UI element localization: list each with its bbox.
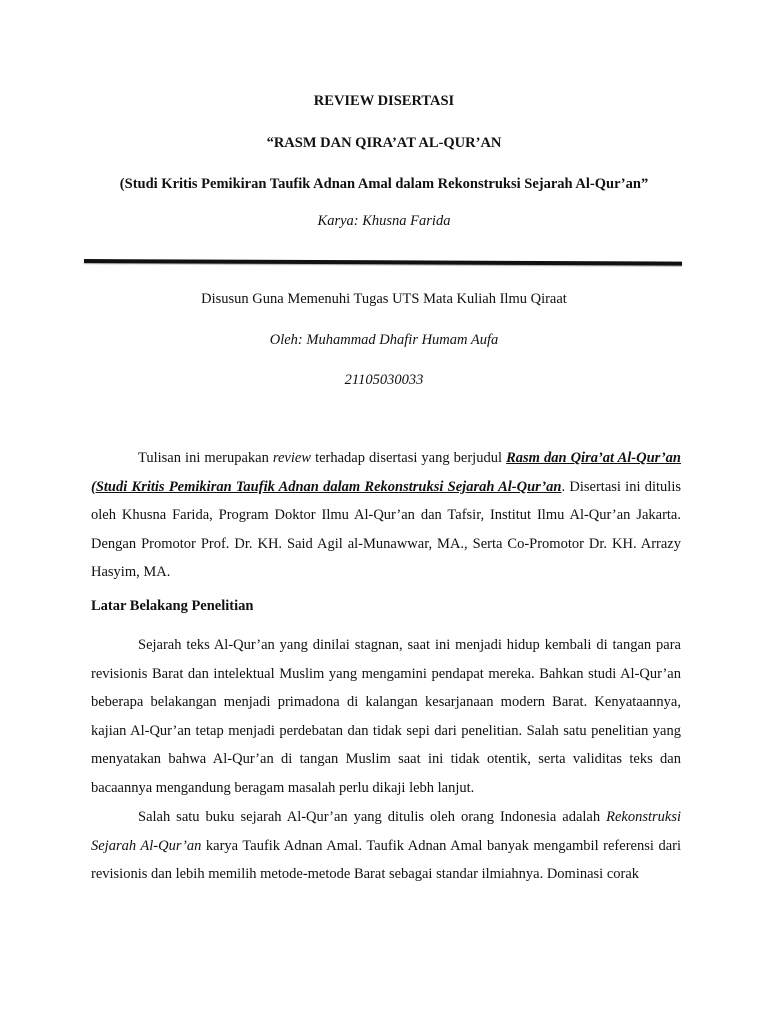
intro-text-c: . Disertasi ini ditulis oleh Khusna Farida, Program Doktor Ilmu Al-Qur’an dan Tafsir, Institut Ilmu Al-Qur’an Jakarta. Dengan Promotor Prof. Dr. KH. Said Agil al-Munawwar, MA., Serta Co-Promotor Dr. KH. Arrazy Hasyim, MA. bbox=[91, 478, 681, 581]
background-paragraph-1: Sejarah teks Al-Qur’an yang dinilai stagnan, saat ini menjadi hidup kembali di tangan para revisionis Barat dan intelektual Muslim yang mengamini pendapat mereka. Bahkan studi Al-Qur’an beberapa belakangan menjadi primadona di kalangan kesarjanaan modern Barat. Kenyataannya, kajian Al-Qur’an tetap menjadi perdebatan dan tidak sepi dari penelitian. Salah satu penelitian yang menyatakan bahwa Al-Qur’an di tangan Muslim saat ini tidak otentik, serta validitas teks dan bacaannya mengandung beragam masalah perlu dikaji lebh lanjut. bbox=[91, 637, 681, 796]
section-heading-background: Latar Belakang Penelitian bbox=[91, 598, 254, 614]
intro-review-word: review bbox=[272, 450, 312, 466]
intro-dissertation-title: Rasm dan Qira’at Al-Qur’an (Studi Kritis Pemikiran Taufik Adnan dalam Rekonstruksi Sejarah Al-Qur’an bbox=[91, 450, 681, 495]
bg2-text-b: karya Taufik Adnan Amal. Taufik Adnan Amal banyak mengambil referensi dari revisionis dan lebih memilih metode-metode Barat sebagai standar ilmiahnya. Dominasi corak bbox=[91, 837, 681, 883]
dissertation-author: Karya: Khusna Farida bbox=[317, 213, 451, 229]
background-paragraph-2 bbox=[91, 803, 681, 889]
intro-paragraph bbox=[91, 444, 681, 587]
student-id: 21105030033 bbox=[344, 372, 424, 388]
document-subtitle: “RASM DAN QIRA’AT AL-QUR’AN bbox=[266, 135, 502, 151]
bg2-text-a: Salah satu buku sejarah Al-Qur’an yang ditulis oleh orang Indonesia adalah bbox=[138, 809, 607, 825]
header-divider bbox=[84, 259, 682, 266]
document-title: REVIEW DISERTASI bbox=[313, 93, 455, 109]
reviewer-name: Oleh: Muhammad Dhafir Humam Aufa bbox=[269, 332, 499, 348]
assignment-purpose: Disusun Guna Memenuhi Tugas UTS Mata Kuliah Ilmu Qiraat bbox=[201, 291, 567, 307]
intro-text-b: terhadap disertasi yang berjudul bbox=[311, 450, 507, 466]
bg2-book-title: Rekonstruksi Sejarah Al-Qur’an bbox=[91, 809, 681, 854]
intro-text-a: Tulisan ini merupakan bbox=[138, 450, 273, 466]
document-subtitle-study: (Studi Kritis Pemikiran Taufik Adnan Amal dalam Rekonstruksi Sejarah Al-Qur’an” bbox=[119, 176, 649, 192]
